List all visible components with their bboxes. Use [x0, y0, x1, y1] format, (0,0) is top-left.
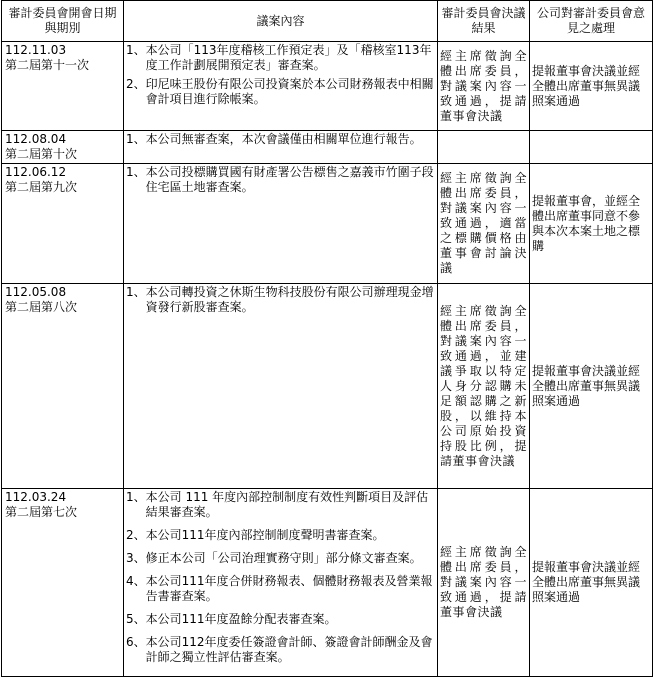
meeting-cell: [2, 42, 124, 131]
item-text: 本公司「113年度稽核工作預定表」及「稽核室113年度工作計劃展開預定表」審查案。: [145, 43, 432, 72]
item-text: 本公司無審查案，本次會議僅由相關單位進行報告。: [145, 132, 422, 146]
item-number: 2、: [126, 77, 146, 91]
meeting-date: 112.11.03: [5, 43, 67, 57]
content-cell: [124, 131, 438, 164]
content-cell: [124, 489, 438, 677]
item-number: 4、: [126, 574, 146, 588]
header-content: 議案內容: [124, 1, 438, 42]
meeting-session: 第二屆第八次: [5, 300, 78, 314]
meeting-date: 112.06.12: [5, 165, 67, 179]
table-row: [2, 42, 653, 131]
response-cell: 提報董事會決議並經全體出席董事無異議照案通過: [530, 42, 653, 131]
response-cell: 提報董事會決議並經全體出席董事無異議照案通過: [530, 489, 653, 677]
item-number: 1、: [126, 43, 146, 57]
list-item: [126, 574, 435, 604]
list-item: [126, 165, 435, 195]
item-number: 2、: [126, 528, 146, 542]
content-cell: [124, 42, 438, 131]
item-number: 1、: [126, 285, 146, 299]
meeting-session: 第二屆第十一次: [5, 58, 90, 72]
content-cell: [124, 164, 438, 284]
resolution-cell: 經主席徵詢全體出席委員，對議案內容一致通過，適當之標購價格由董事會討論決議: [438, 164, 530, 284]
item-text: 本公司 111 年度內部控制制度有效性判斷項目及評估結果審查案。: [145, 490, 429, 519]
meeting-date: 112.05.08: [5, 285, 67, 299]
meeting-session: 第二屆第七次: [5, 505, 78, 519]
list-item: [126, 635, 435, 665]
item-text: 本公司111年度盈餘分配表審查案。: [145, 612, 337, 626]
list-item: [126, 285, 435, 315]
item-text: 本公司轉投資之休斯生物科技股份有限公司辦理現金增資發行新股審查案。: [145, 285, 434, 314]
item-number: 1、: [126, 490, 146, 504]
response-cell: [530, 131, 653, 164]
item-number: 1、: [126, 132, 146, 146]
header-response: 公司對審計委員會意見之處理: [530, 1, 653, 42]
resolution-cell: [438, 131, 530, 164]
list-item: [126, 551, 435, 566]
list-item: [126, 43, 435, 73]
meeting-date: 112.08.04: [5, 132, 67, 146]
audit-committee-table: [1, 0, 653, 677]
list-item: [126, 528, 435, 543]
table-row: [2, 284, 653, 489]
meeting-cell: [2, 131, 124, 164]
item-text: 印尼味王股份有限公司投資案於本公司財務報表中相關會計項目進行除帳案。: [145, 77, 434, 106]
item-text: 修正本公司「公司治理實務守則」部分條文審查案。: [145, 551, 422, 565]
meeting-cell: [2, 489, 124, 677]
table-row: [2, 131, 653, 164]
meeting-session: 第二屆第十次: [5, 147, 78, 161]
resolution-cell: 經主席徵詢全體出席委員，對議案內容一致通過，並建議爭取以特定人身分認購未足額認購之新股，以維持本公司原始投資持股比例，提請董事會決議: [438, 284, 530, 489]
resolution-cell: 經主席徵詢全體出席委員，對議案內容一致通過，提請董事會決議: [438, 489, 530, 677]
list-item: [126, 612, 435, 627]
header-row: [2, 1, 653, 42]
response-cell: 提報董事會，並經全體出席董事同意不參與本次本案土地之標購: [530, 164, 653, 284]
item-text: 本公司111年度合併財務報表、個體財務報表及營業報告書審查案。: [145, 574, 433, 603]
header-meeting: 審計委員會開會日期與期別: [2, 1, 124, 42]
item-number: 6、: [126, 635, 146, 649]
item-text: 本公司111年度內部控制制度聲明書審查案。: [145, 528, 385, 542]
meeting-date: 112.03.24: [5, 490, 67, 504]
header-resolution: 審計委員會決議結果: [438, 1, 530, 42]
response-cell: 提報董事會決議並經全體出席董事無異議照案通過: [530, 284, 653, 489]
resolution-cell: 經主席徵詢全體出席委員，對議案內容一致通過，提請董事會決議: [438, 42, 530, 131]
item-text: 本公司投標購買國有財產署公告標售之嘉義市竹圍子段住宅區土地審查案。: [145, 165, 434, 194]
meeting-session: 第二屆第九次: [5, 180, 78, 194]
table-row: [2, 489, 653, 677]
meeting-cell: [2, 164, 124, 284]
list-item: [126, 77, 435, 107]
item-number: 1、: [126, 165, 146, 179]
list-item: [126, 490, 435, 520]
meeting-cell: [2, 284, 124, 489]
list-item: [126, 132, 435, 147]
item-text: 本公司112年度委任簽證會計師、簽證會計師酬金及會計師之獨立性評估審查案。: [145, 635, 433, 664]
item-number: 5、: [126, 612, 146, 626]
content-cell: [124, 284, 438, 489]
item-number: 3、: [126, 551, 146, 565]
table-row: [2, 164, 653, 284]
